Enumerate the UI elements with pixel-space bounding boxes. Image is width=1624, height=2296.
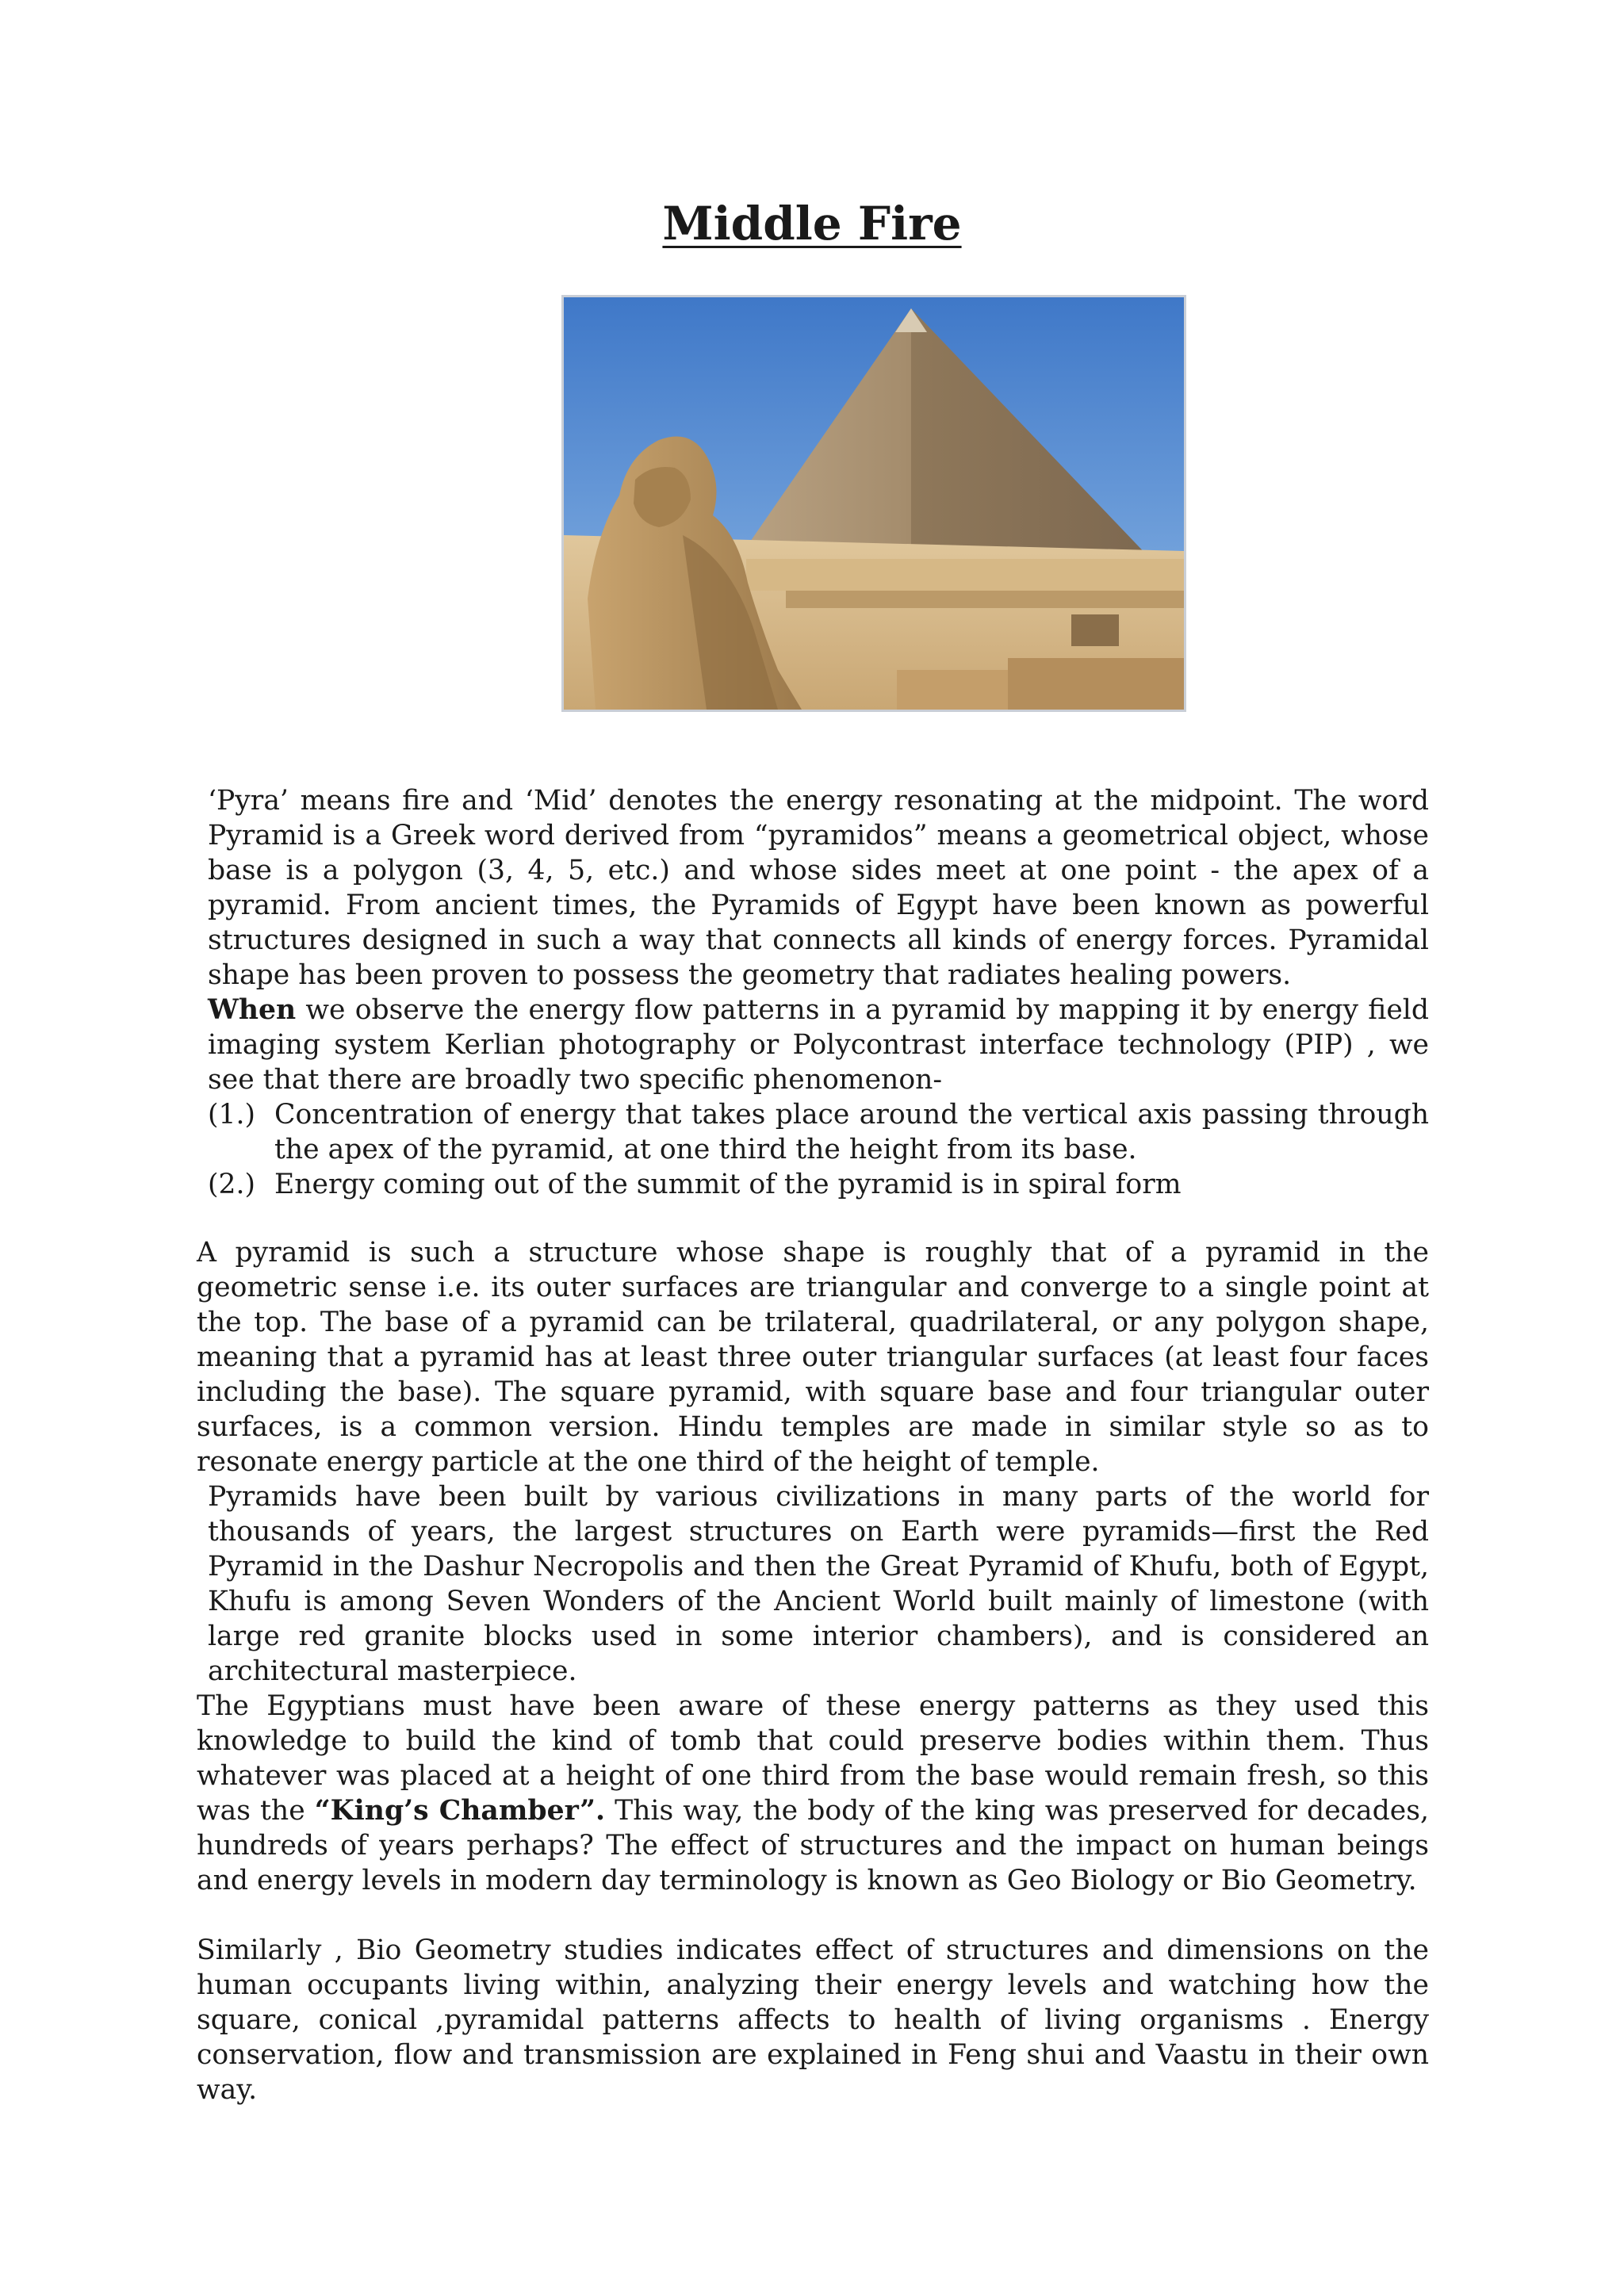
paragraph-5: Similarly , Bio Geometry studies indicates effect of structures and dimensions on the human occupants living within, analyzing their energy levels and watching how the square, conical ,pyramidal patterns affects to health of living organisms . Energy conservation, flow and transmission are explained in Feng shui and Vaastu in their own way. bbox=[197, 1934, 1429, 2106]
list-item-number: (1.) bbox=[208, 1099, 255, 1131]
paragraph-1 bbox=[208, 783, 1429, 1097]
page-title: Middle Fire bbox=[662, 197, 962, 251]
when-bold: When bbox=[208, 994, 297, 1026]
paragraph-1-text-b: we observe the energy flow patterns in a pyramid by mapping it by energy field imaging system Kerlian photography or Polycontrast interface technology (PIP) , we see that there are broadly two specific phenomenon- bbox=[208, 994, 1429, 1096]
kings-chamber-bold: “King’s Chamber”. bbox=[314, 1795, 605, 1827]
paragraph-4-text-a: The Egyptians must have been aware of these energy patterns as they used this knowledge to build the kind of tomb that could preserve bodies within them. Thus whatever was placed at a height of one third from the base would remain fresh, so this was the bbox=[197, 1690, 1429, 1827]
paragraph-2: A pyramid is such a structure whose shape is roughly that of a pyramid in the geometric sense i.e. its outer surfaces are triangular and converge to a single point at the top. The base of a pyramid can be trilateral, quadrilateral, or any polygon shape, meaning that a pyramid has at least three outer triangular surfaces (at least four faces including the base). The square pyramid, with square base and four triangular outer surfaces, is a common version. Hindu temples are made in similar style so as to resonate energy particle at the one third of the height of temple. bbox=[197, 1237, 1429, 1478]
phenomenon-list bbox=[208, 1097, 1429, 1202]
list-item bbox=[208, 1097, 1429, 1167]
paragraph-4 bbox=[197, 1689, 1429, 1898]
pyramid-and-sphinx-photo bbox=[561, 295, 1186, 712]
paragraph-4-text-b: This way, the body of the king was preserved for decades, hundreds of years perhaps? The effect of structures and the impact on human beings and energy levels in modern day terminology is known as Geo Biology or Bio Geometry. bbox=[197, 1795, 1429, 1896]
paragraph-3: Pyramids have been built by various civilizations in many parts of the world for thousands of years, the largest structures on Earth were pyramids—first the Red Pyramid in the Dashur Necropolis and then the Great Pyramid of Khufu, both of Egypt, Khufu is among Seven Wonders of the Ancient World built mainly of limestone (with large red granite blocks used in some interior chambers), and is considered an architectural masterpiece. bbox=[208, 1481, 1429, 1687]
list-item bbox=[208, 1167, 1429, 1202]
list-item-number: (2.) bbox=[208, 1169, 255, 1200]
photo-illustration bbox=[564, 297, 1184, 710]
list-item-text: Energy coming out of the summit of the pyramid is in spiral form bbox=[274, 1169, 1182, 1200]
list-item-text: Concentration of energy that takes place around the vertical axis passing through the apex of the pyramid, at one third the height from its base. bbox=[274, 1099, 1429, 1165]
paragraph-1-text-a: ‘Pyra’ means fire and ‘Mid’ denotes the energy resonating at the midpoint. The word Pyramid is a Greek word derived from “pyramidos” means a geometrical object, whose base is a polygon (3, 4, 5, etc.) and whose sides meet at one point - the apex of a pyramid. From ancient times, the Pyramids of Egypt have been known as powerful structures designed in such a way that connects all kinds of energy forces. Pyramidal shape has been proven to possess the geometry that radiates healing powers. bbox=[208, 785, 1429, 991]
